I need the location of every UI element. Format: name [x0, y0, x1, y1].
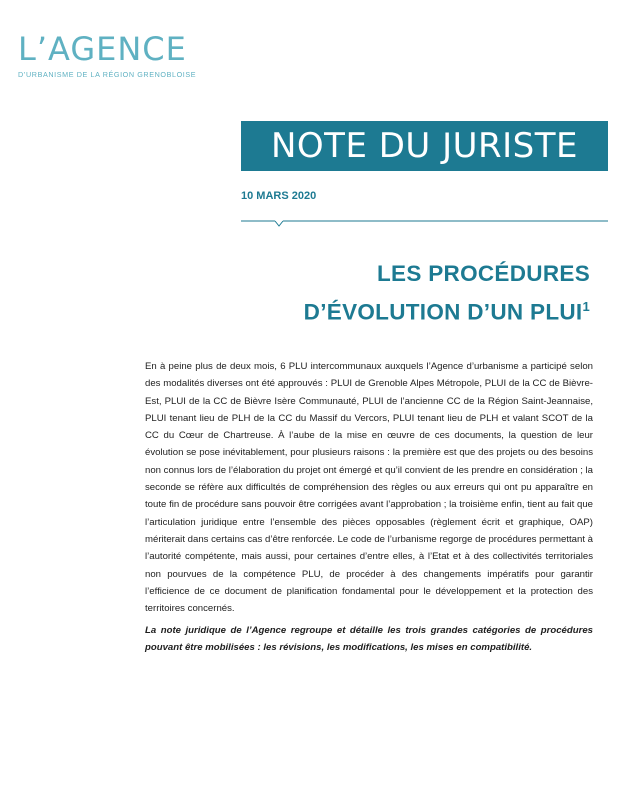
publication-date: 10 MARS 2020 [241, 190, 317, 202]
subtitle-line-1: LES PROCÉDURES [377, 261, 590, 286]
article-subtitle [190, 257, 590, 329]
subtitle-line-2: D’ÉVOLUTION D’UN PLUI [303, 299, 583, 325]
logo-name: L’AGENCE [18, 30, 187, 68]
article-body [145, 358, 593, 656]
agency-logo [18, 30, 196, 79]
page-title: NOTE DU JURISTE [241, 121, 608, 171]
section-divider [241, 216, 608, 232]
logo-tagline: D’URBANISME DE LA RÉGION GRENOBLOISE [18, 70, 197, 79]
intro-paragraph: En à peine plus de deux mois, 6 PLU intercommunaux auxquels l’Agence d’urbanisme a participé selon des modalités diverses ont été approuvés : PLUI de Grenoble Alpes Métropole, PLUI de la CC de Bièvre-Est, PLUI de la CC de Bièvre Isère Communauté, PLUI de l’ancienne CC de la Région Saint-Jeannaise, PLUI tenant lieu de PLH de la CC du Massif du Vercors, PLUI tenant lieu de PLH et valant SCOT de la CC du Cœur de Chartreuse. À l’aube de la mise en œuvre de ces documents, la question de leur évolution se pose inévitablement, pour plusieurs raisons : la première est que des projets ou des besoins non connus lors de l’élaboration du projet ont émergé et qu’il convient de les prendre en considération ; la seconde se réfère aux difficultés de compréhension des règles ou aux erreurs qui ont pu apparaître en toute fin de procédure sans pouvoir être corrigées avant l’approbation ; la troisième enfin, tient au fait que l’articulation juridique entre l’ensemble des pièces opposables (règlement écrit et graphique, OAP) mériterait dans certains cas d’être renforcée. Le code de l’urbanisme regorge de procédures permettant à l’autorité compétente, mais aussi, pour certaines d’entre elles, à l’Etat et à des collectivités territoriales non pourvues de la compétence PLU, de procéder à des changements impératifs pour garantir l’efficience de ce document de planification fondamental pour le développement et la protection des territoires concernés. [145, 361, 593, 615]
footnote-marker: 1 [582, 299, 590, 314]
emphasis-paragraph: La note juridique de l’Agence regroupe et détaille les trois grandes catégories de procédures pouvant être mobilisées : les révisions, les modifications, les mises en compatibilité. [145, 625, 593, 654]
